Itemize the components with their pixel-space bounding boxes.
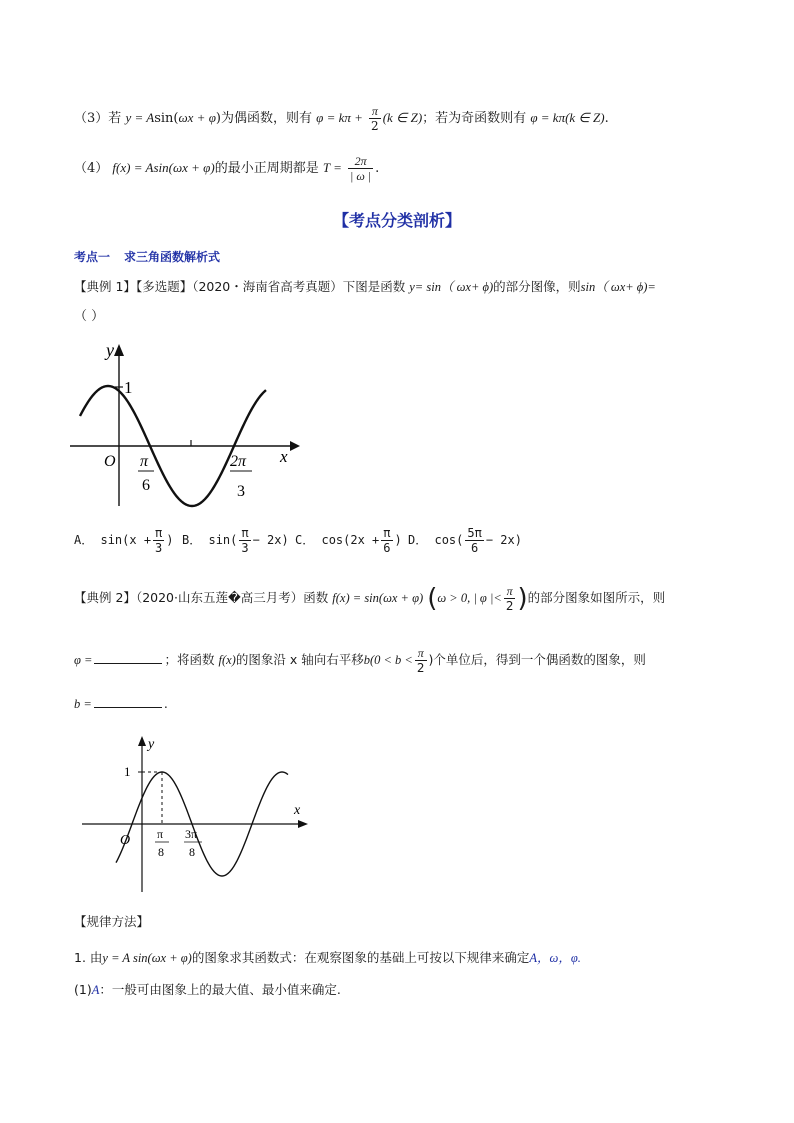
answer-blank-2[interactable] <box>94 695 162 708</box>
tick-pi6-den: 6 <box>142 477 150 494</box>
choice-b[interactable]: B． sin( $\frac{\pi}{3}$ − 2x) <box>182 526 289 555</box>
tick-pi6-num: π <box>140 453 149 470</box>
section-heading: 【考点分类剖析】 <box>332 211 461 230</box>
axis-y-label: y <box>106 340 114 360</box>
item-4: （4） f(x) = Asin(ωx + φ)的最小正周期都是 T = $\frac{2\pi}{| \omega |}$ . <box>74 154 380 183</box>
rule-heading: 【规律方法】 <box>74 914 150 929</box>
choice-a[interactable]: A． sin(x + $\frac{\pi}{3}$ ) <box>74 526 174 555</box>
choice-d[interactable]: D． cos( $\frac{5\pi}{6}$ − 2x) <box>408 526 522 555</box>
graph-1 <box>66 334 306 514</box>
tick-pi8-num: π <box>157 827 164 841</box>
example-2-line-2: φ = ；将函数 f(x)的图象沿 x 轴向右平移b(0 < b < $\frac{\pi}{2}$ )个单位后，得到一个偶函数的图象，则 <box>74 646 646 675</box>
tick-label-1: 1 <box>124 764 131 779</box>
graph-2 <box>78 732 318 894</box>
tick-label-1: 1 <box>124 378 133 397</box>
fraction: $\frac{\pi}{2}$ <box>371 104 379 133</box>
example-1: 【典例 1】【多选题】（2020・海南省高考真题）下图是函数 y= sin（ ωx+ ϕ)的部分图像，则sin（ ωx+ ϕ)= <box>74 279 656 294</box>
axis-y-label: y <box>148 737 155 752</box>
tick-3pi8-num: 3π <box>185 827 198 841</box>
example-2: 【典例 2】（2020·山东五莲�高三月考）函数 f(x) = sin(ωx + φ) (ω > 0, | φ |< $\frac{\pi}{2}$ )的部分图象如图所示，则 <box>74 583 666 614</box>
rule-line-2: (1)A：一般可由图象上的最大值、最小值来确定. <box>74 982 341 997</box>
axis-x-label: x <box>280 447 288 466</box>
choice-c[interactable]: C． cos(2x + $\frac{\pi}{6}$ ) <box>295 526 402 555</box>
answer-blank-1[interactable] <box>94 651 162 664</box>
tick-2pi3-den: 3 <box>237 483 245 500</box>
origin-label: O <box>120 833 131 848</box>
topic-heading: 考点一 求三角函数解析式 <box>74 250 221 264</box>
tick-pi8-den: 8 <box>158 845 164 859</box>
fraction: $\frac{2\pi}{| \omega |}$ <box>350 154 372 183</box>
axis-x-label: x <box>294 803 301 818</box>
example-2-line-3: b = . <box>74 696 168 711</box>
origin-label: O <box>104 453 116 470</box>
item-3: （3）若 y = Asin(ωx + φ)为偶函数，则有 φ = kπ + $\frac{\pi}{2}$ (k ∈ Z)；若为奇函数则有 φ = kπ(k ∈ Z). <box>74 104 609 133</box>
tick-3pi8-den: 8 <box>189 845 195 859</box>
rule-line-1: 1. 由y = A sin(ωx + φ)的图象求其函数式：在观察图象的基础上可按以下规律来确定A，ω，φ. <box>74 950 581 965</box>
answer-paren: （ ） <box>74 309 105 324</box>
tick-2pi3-num: 2π <box>230 453 247 470</box>
